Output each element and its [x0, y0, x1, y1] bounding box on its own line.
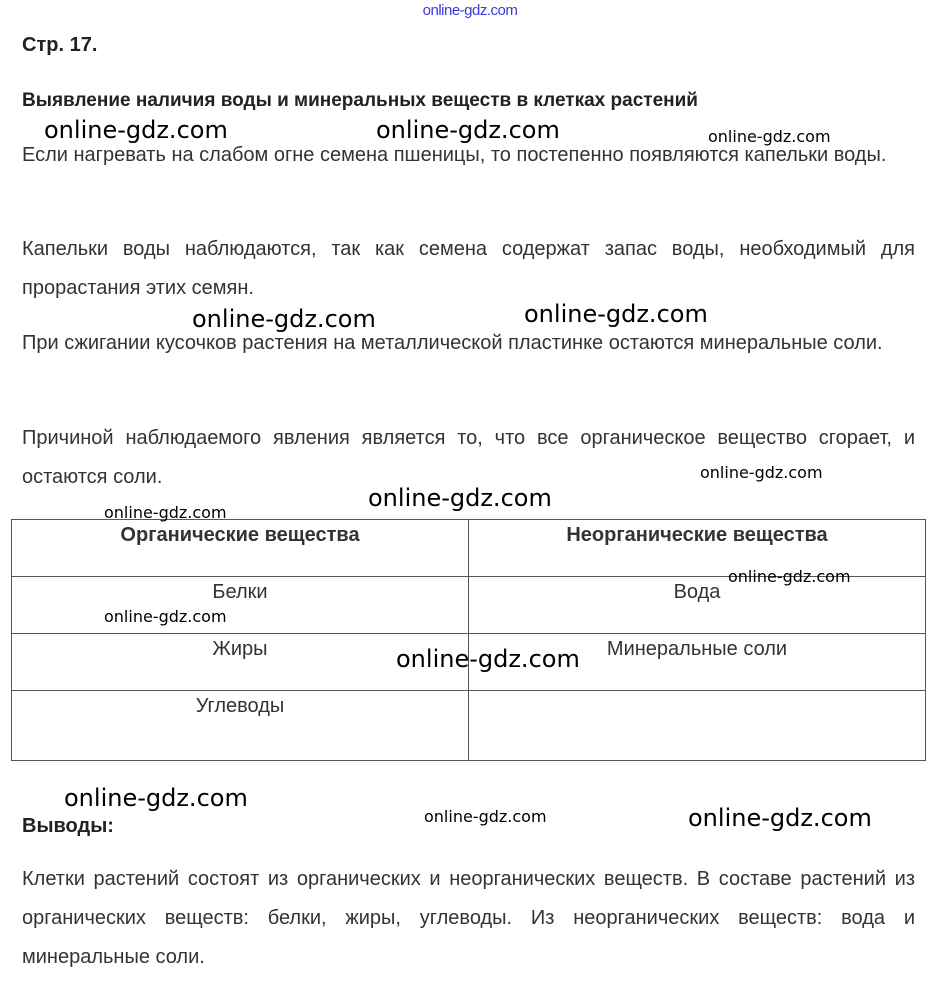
watermark: online-gdz.com: [64, 784, 248, 812]
paragraph: При сжигании кусочков растения на металлической пластинке остаются минеральные соли.: [22, 332, 883, 354]
top-watermark: online-gdz.com: [422, 2, 518, 19]
watermark: online-gdz.com: [708, 127, 831, 146]
watermark: online-gdz.com: [192, 305, 376, 333]
table-header: Неорганические вещества: [469, 520, 926, 577]
table-cell: Минеральные соли: [469, 634, 926, 691]
watermark: online-gdz.com: [688, 804, 872, 832]
table-cell: Вода: [469, 577, 926, 634]
table-header: Органические вещества: [12, 520, 469, 577]
watermark: online-gdz.com: [424, 807, 547, 826]
substances-table: [11, 519, 926, 761]
watermark: online-gdz.com: [700, 463, 823, 482]
conclusion-text: Клетки растений состоят из органических и неорганических веществ. В составе растений из органических веществ: белки, жиры, углеводы. Из неорганических веществ: вода и минеральные соли.: [22, 868, 915, 968]
paragraph: Если нагревать на слабом огне семена пшеницы, то постепенно появляются капельки воды.: [22, 144, 887, 166]
watermark: online-gdz.com: [368, 484, 552, 512]
conclusions-heading: Выводы:: [22, 815, 114, 837]
watermark: online-gdz.com: [104, 607, 227, 626]
page-label: Стр. 17.: [22, 34, 98, 56]
paragraph: Причиной наблюдаемого явления является то, что все органическое вещество сгорает, и остаются соли.: [22, 427, 915, 488]
watermark: online-gdz.com: [376, 116, 560, 144]
table-cell: Жиры: [12, 634, 469, 691]
table-cell: Углеводы: [12, 691, 469, 761]
section-heading: Выявление наличия воды и минеральных веществ в клетках растений: [22, 90, 698, 111]
watermark: online-gdz.com: [44, 116, 228, 144]
watermark: online-gdz.com: [524, 300, 708, 328]
watermark: online-gdz.com: [396, 645, 580, 673]
table-cell: Белки: [12, 577, 469, 634]
watermark: online-gdz.com: [104, 503, 227, 522]
paragraph: Капельки воды наблюдаются, так как семена содержат запас воды, необходимый для прорастания этих семян.: [22, 238, 915, 299]
table-cell: [469, 691, 926, 761]
watermark: online-gdz.com: [728, 567, 851, 586]
